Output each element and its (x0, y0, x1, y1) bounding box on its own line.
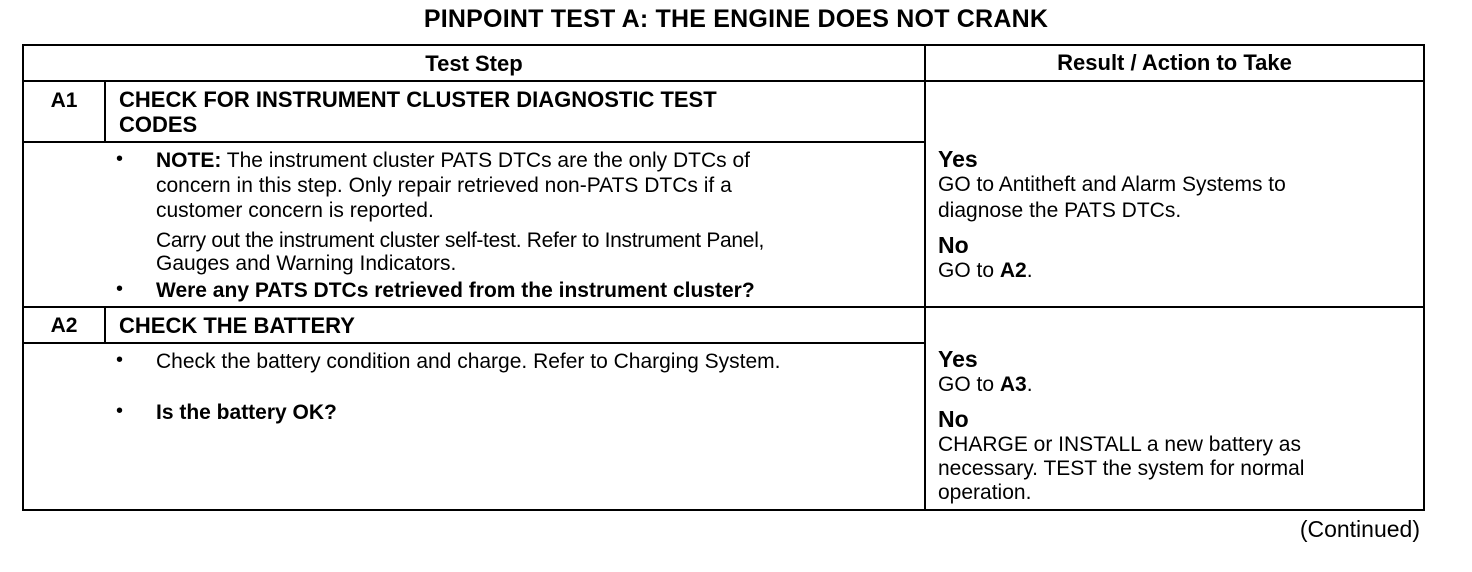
note-text: The instrument cluster PATS DTCs are the only DTCs of (221, 149, 750, 172)
a1-title-bottom-rule (24, 141, 926, 143)
continued-note: (Continued) (1299, 516, 1420, 542)
a2-no-line3: operation. (938, 481, 1032, 504)
bullet-a2-question: • (116, 400, 124, 422)
a1-bottom-rule (24, 306, 1423, 308)
a1-note-line3: customer concern is reported. (156, 199, 434, 222)
a2-no-label: No (938, 406, 969, 432)
a1-no-action (938, 258, 1033, 283)
column-divider (924, 46, 926, 509)
a1-note-line2: concern in this step. Only repair retrieved non-PATS DTCs if a (156, 174, 732, 197)
a1-no-label: No (938, 232, 969, 258)
a2-question: Is the battery OK? (156, 401, 337, 424)
pinpoint-test-table (22, 44, 1425, 511)
step-title-a1-line1: CHECK FOR INSTRUMENT CLUSTER DIAGNOSTIC TEST (119, 87, 717, 112)
a1-yes-line1: GO to Antitheft and Alarm Systems to (938, 173, 1286, 196)
page-title: PINPOINT TEST A: THE ENGINE DOES NOT CRANK (423, 5, 1049, 33)
a2-yes-target: A3 (999, 373, 1027, 396)
step-title-a2: CHECK THE BATTERY (119, 313, 355, 338)
a1-no-prefix: GO to (938, 259, 1000, 282)
bullet-a1-question: • (116, 278, 124, 300)
a2-no-line1: CHARGE or INSTALL a new battery as (938, 433, 1301, 456)
header-result-action: Result / Action to Take (1057, 50, 1292, 75)
header-bottom-rule (24, 80, 1423, 82)
a1-no-suffix: . (1026, 259, 1033, 282)
step-id-divider-a1 (104, 80, 106, 142)
a2-yes-action (938, 372, 1033, 397)
a2-action-line1: Check the battery condition and charge. Refer to Charging System. (156, 350, 781, 373)
a2-yes-prefix: GO to (938, 373, 1000, 396)
a2-yes-suffix: . (1026, 373, 1033, 396)
a2-title-bottom-rule (24, 342, 926, 344)
bullet-a2-action: • (116, 349, 124, 371)
a2-yes-label: Yes (938, 346, 978, 372)
step-id-a2: A2 (50, 314, 78, 337)
note-label: NOTE: (156, 149, 222, 172)
a1-yes-label: Yes (938, 146, 978, 172)
header-test-step: Test Step (425, 51, 523, 76)
step-id-divider-a2 (104, 306, 106, 343)
a1-note-line1 (156, 148, 750, 173)
a1-no-target: A2 (999, 259, 1027, 282)
a1-action-line1: Carry out the instrument cluster self-test. Refer to Instrument Panel, (156, 229, 765, 252)
a1-question: Were any PATS DTCs retrieved from the instrument cluster? (156, 279, 755, 302)
bullet-a1-note: • (116, 148, 124, 170)
a2-no-line2: necessary. TEST the system for normal (938, 457, 1305, 480)
step-title-a1-line2: CODES (119, 112, 198, 137)
step-id-a1: A1 (50, 89, 78, 112)
a1-yes-line2: diagnose the PATS DTCs. (938, 199, 1182, 222)
a1-action-line2: Gauges and Warning Indicators. (156, 252, 457, 275)
